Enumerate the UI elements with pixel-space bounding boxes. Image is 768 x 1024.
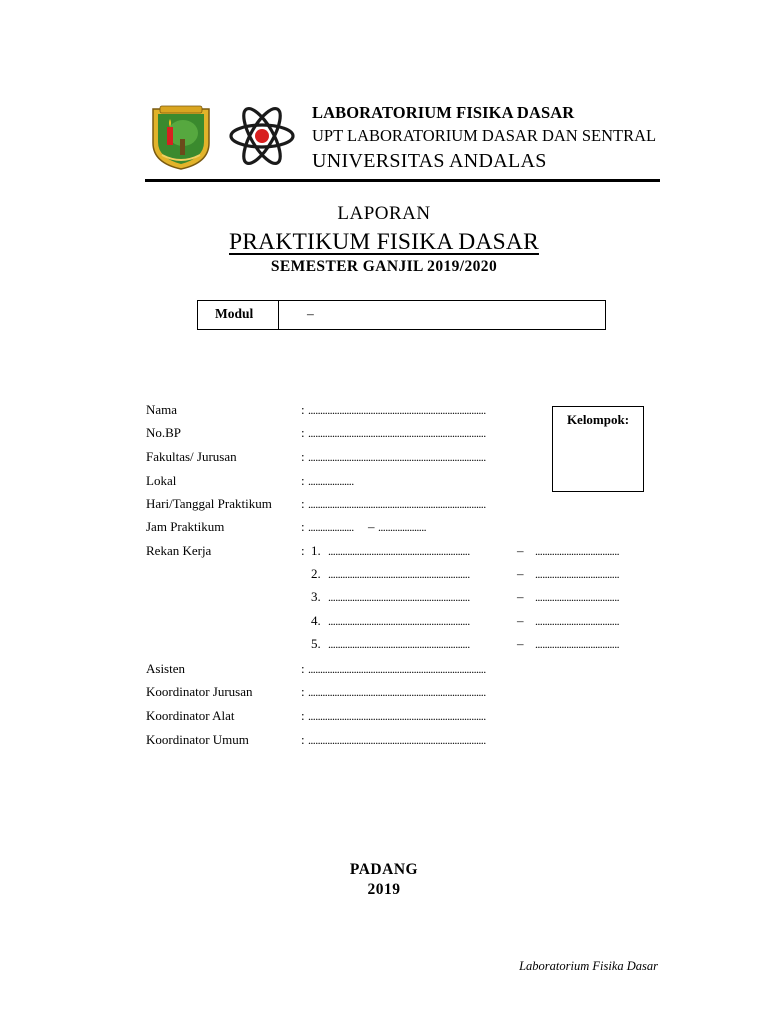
colon: : xyxy=(301,708,305,723)
colon: : xyxy=(301,732,305,747)
colon: : xyxy=(301,425,305,440)
modul-label: Modul xyxy=(215,306,254,321)
header-university-name: UNIVERSITAS ANDALAS xyxy=(312,150,547,172)
rekan-name: ........................................................... xyxy=(328,590,470,604)
rekan-bp: ................................... xyxy=(535,544,620,558)
value-lokal: ................... xyxy=(308,474,354,488)
colon: : xyxy=(301,473,305,488)
rekan-bp: ................................... xyxy=(535,567,620,581)
value-nobp: .......................................................................... xyxy=(308,426,486,440)
modul-box xyxy=(197,300,606,330)
label-koordinator-umum: Koordinator Umum xyxy=(146,732,249,747)
value-nama: .......................................................................... xyxy=(308,403,486,417)
label-jam: Jam Praktikum xyxy=(146,519,225,534)
value-fakultas: .......................................................................... xyxy=(308,450,486,464)
title-laporan: LAPORAN xyxy=(337,203,431,224)
value-jam-start: ................... xyxy=(308,520,354,534)
colon: : xyxy=(301,496,305,511)
label-nobp: No.BP xyxy=(146,425,182,440)
label-koordinator-alat: Koordinator Alat xyxy=(146,708,235,723)
label-rekan-kerja: Rekan Kerja xyxy=(146,543,212,558)
modul-divider xyxy=(278,301,279,329)
colon: : xyxy=(301,661,305,676)
value-koordinator-jurusan: .......................................................................... xyxy=(308,685,486,699)
jam-separator: – xyxy=(368,519,375,534)
rekan-name: ........................................................... xyxy=(328,567,470,581)
rekan-num: 1. xyxy=(311,543,321,558)
label-hari-tanggal: Hari/Tanggal Praktikum xyxy=(146,496,272,511)
label-fakultas: Fakultas/ Jurusan xyxy=(146,449,237,464)
kelompok-box xyxy=(552,406,644,492)
value-koordinator-alat: .......................................................................... xyxy=(308,709,486,723)
university-crest-logo xyxy=(150,103,212,171)
rekan-dash: – xyxy=(517,543,524,558)
label-asisten: Asisten xyxy=(146,661,185,676)
footer-year: 2019 xyxy=(367,881,401,898)
value-asisten: .......................................................................... xyxy=(308,662,486,676)
kelompok-label: Kelompok: xyxy=(566,412,630,427)
value-jam-end: .................... xyxy=(378,520,427,534)
rekan-num: 4. xyxy=(311,613,321,628)
rekan-dash: – xyxy=(517,636,524,651)
colon: : xyxy=(301,449,305,464)
header-upt-name: UPT LABORATORIUM DASAR DAN SENTRAL xyxy=(312,126,657,145)
rekan-name: ........................................................... xyxy=(328,614,470,628)
colon: : xyxy=(301,684,305,699)
rekan-dash: – xyxy=(517,566,524,581)
rekan-dash: – xyxy=(517,613,524,628)
value-hari-tanggal: .......................................................................... xyxy=(308,497,486,511)
atom-logo xyxy=(228,102,296,170)
rekan-name: ........................................................... xyxy=(328,544,470,558)
modul-value: – xyxy=(307,306,314,321)
footer-city: PADANG xyxy=(349,861,419,878)
rekan-num: 3. xyxy=(311,589,321,604)
colon: : xyxy=(301,543,305,558)
colon: : xyxy=(301,402,305,417)
rekan-dash: – xyxy=(517,589,524,604)
title-semester: SEMESTER GANJIL 2019/2020 xyxy=(270,258,498,275)
rekan-num: 2. xyxy=(311,566,321,581)
rekan-name: ........................................................... xyxy=(328,637,470,651)
footer-lab-name: Laboratorium Fisika Dasar xyxy=(519,959,658,973)
rekan-bp: ................................... xyxy=(535,637,620,651)
rekan-bp: ................................... xyxy=(535,590,620,604)
header-lab-name: LABORATORIUM FISIKA DASAR xyxy=(312,103,575,122)
colon: : xyxy=(301,519,305,534)
label-koordinator-jurusan: Koordinator Jurusan xyxy=(146,684,253,699)
label-nama: Nama xyxy=(146,402,178,417)
rekan-num: 5. xyxy=(311,636,321,651)
header-divider xyxy=(145,179,660,182)
value-koordinator-umum: .......................................................................... xyxy=(308,733,486,747)
label-lokal: Lokal xyxy=(146,473,177,488)
rekan-bp: ................................... xyxy=(535,614,620,628)
title-praktikum: PRAKTIKUM FISIKA DASAR xyxy=(229,229,539,255)
